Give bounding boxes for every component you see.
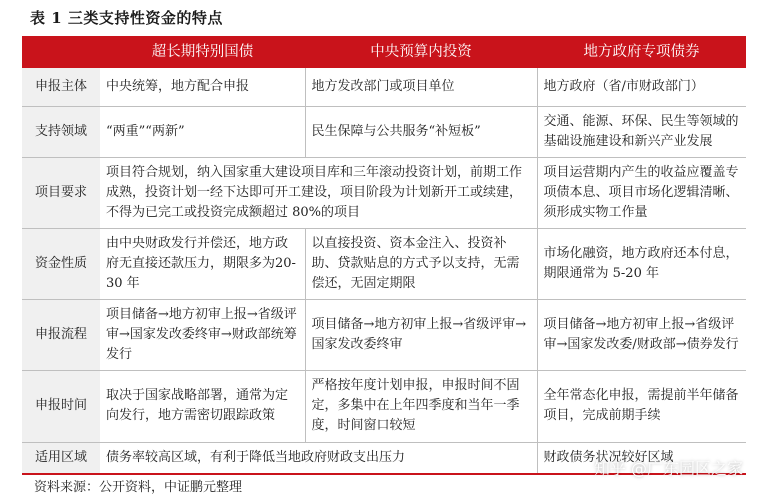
table-cell: 取决于国家战略部署，通常为定向发行，地方需密切跟踪政策 [100, 370, 305, 442]
table-cell: 地方发改部门或项目单位 [305, 68, 537, 106]
table-cell: 以直接投资、资本金注入、投资补助、贷款贴息的方式予以支持，无需偿还，无固定期限 [305, 228, 537, 299]
table-cell: 项目储备→地方初审上报→省级评审→国家发改委终审 [305, 299, 537, 370]
table-row [22, 228, 746, 299]
table-title: 表 1 三类支持性资金的特点 [30, 9, 223, 27]
table-row [22, 68, 746, 106]
table-cell: 民生保障与公共服务“补短板” [305, 106, 537, 157]
table-row [22, 106, 746, 157]
table-cell: 项目储备→地方初审上报→省级评审→国家发改委终审→财政部统筹发行 [100, 299, 305, 370]
table-cell: 地方政府（省/市财政部门） [537, 68, 746, 106]
header-local-special-bonds: 地方政府专项债券 [537, 36, 746, 68]
funding-comparison-table [22, 36, 746, 475]
row-label: 适用区域 [22, 442, 100, 474]
table-cell: 严格按年度计划申报，申报时间不固定，多集中在上年四季度和当年一季度，时间窗口较短 [305, 370, 537, 442]
table-cell: 由中央财政发行并偿还，地方政府无直接还款压力，期限多为20-30 年 [100, 228, 305, 299]
row-label: 申报流程 [22, 299, 100, 370]
table-cell: 项目储备→地方初审上报→省级评审→国家发改委/财政部→债券发行 [537, 299, 746, 370]
table-cell: 市场化融资，地方政府还本付息，期限通常为 5-20 年 [537, 228, 746, 299]
row-label: 资金性质 [22, 228, 100, 299]
row-label: 申报主体 [22, 68, 100, 106]
table-cell: 财政债务状况较好区域 [537, 442, 746, 474]
row-label: 支持领域 [22, 106, 100, 157]
table-cell: 中央统筹，地方配合申报 [100, 68, 305, 106]
row-label: 申报时间 [22, 370, 100, 442]
source-note: 资料来源：公开资料，中证鹏元整理 [34, 480, 243, 495]
merged-cell: 债务率较高区域，有利于降低当地政府财政支出压力 [100, 442, 537, 474]
header-row [22, 36, 746, 68]
row-label: 项目要求 [22, 157, 100, 228]
table-row [22, 157, 746, 228]
table-cell: 项目运营期内产生的收益应覆盖专项债本息、项目市场化逻辑清晰、须形成实物工作量 [537, 157, 746, 228]
header-corner [22, 36, 100, 68]
table-row [22, 299, 746, 370]
table-cell: 全年常态化申报，需提前半年储备项目，完成前期手续 [537, 370, 746, 442]
merged-cell: 项目符合规划，纳入国家重大建设项目库和三年滚动投资计划，前期工作成熟，投资计划一经下达即可开工建设，项目阶段为计划新开工或续建，不得为已完工或投资完成额超过 80%的项目 [100, 157, 537, 228]
table-cell: “两重”“两新” [100, 106, 305, 157]
table-row [22, 370, 746, 442]
table-cell: 交通、能源、环保、民生等领域的基础设施建设和新兴产业发展 [537, 106, 746, 157]
header-ultra-long-bonds: 超长期特别国债 [100, 36, 305, 68]
watermark: 知乎 @广东园区之家 [593, 459, 743, 478]
header-central-budget: 中央预算内投资 [305, 36, 537, 68]
